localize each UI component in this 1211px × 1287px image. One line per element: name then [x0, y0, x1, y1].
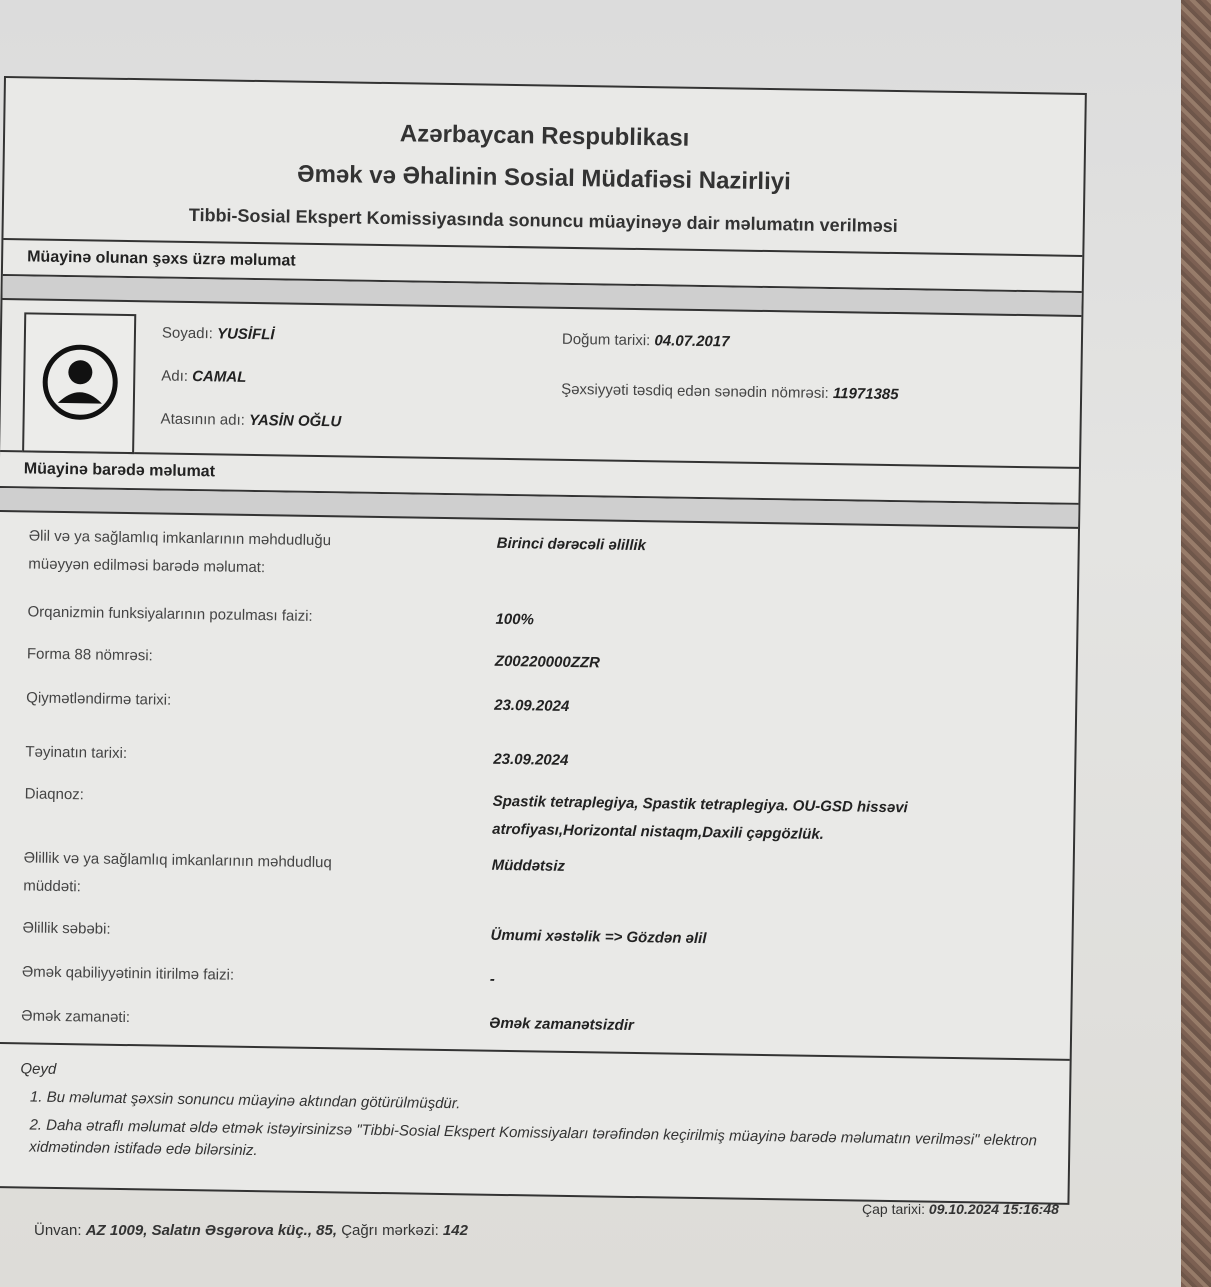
note-1: 1. Bu məlumat şəxsin sonuncu müayinə aktından götürülmüşdür. [29, 1088, 461, 1113]
note-2: 2. Daha ətraflı məlumat əldə etmək istəyirsinizsə "Tibbi-Sosial Ekspert Komissiyaları tərəfindən keçirilmiş müayinə barədə məlumatın verilməsi" elektron xidmətindən istifadə edə bilərsiniz. [29, 1116, 1038, 1160]
surname-value: YUSİFLİ [216, 325, 275, 344]
exam-row: Əlillik və ya sağlamlıq imkanlarının məhdudluq müddəti: Müddətsiz [23, 849, 566, 896]
exam-row: Əmək qabiliyyətinin itirilmə faizi: - [21, 963, 496, 988]
document-header [3, 78, 1084, 257]
footer-address: Ünvan: AZ 1009, Salatın Əsgərova küç., 85, Çağrı mərkəzi: 142 [34, 1222, 468, 1239]
notes-section [0, 1044, 1070, 1211]
doc-value: 11971385 [832, 385, 899, 404]
footer-print-date: Çap tarixi: 09.10.2024 15:16:48 [862, 1201, 1059, 1217]
exam-row: Orqanizmin funksiyalarının pozulması faizi: 100% [27, 603, 535, 629]
header-line-2: Əmək və Əhalinin Sosial Müdafiəsi Nazirliyi [296, 160, 791, 196]
exam-row: Əlillik səbəbi: Ümumi xəstəlik => Gözdən əlil [22, 919, 707, 948]
exam-row: Qiymətləndirmə tarixi: 23.09.2024 [26, 689, 570, 715]
photo-placeholder [22, 312, 136, 454]
name-value: CAMAL [192, 367, 247, 386]
notes-title: Qeyd [20, 1060, 57, 1078]
document-sheet [0, 76, 1087, 1205]
header-line-3: Tibbi-Sosial Ekspert Komissiyasında sonuncu müayinəyə dair məlumatın verilməsi [188, 204, 898, 237]
exam-row: Əmək zamanəti: Əmək zamanətsizdir [21, 1007, 634, 1035]
exam-section-title: Müayinə barədə məlumat [0, 452, 1079, 505]
person-section-title: Müayinə olunan şəxs üzrə məlumat [3, 240, 1082, 293]
father-value: YASİN OĞLU [248, 411, 342, 431]
surname-field: Soyadı: YUSİFLİ [161, 324, 275, 344]
background-fabric [1181, 0, 1211, 1287]
exam-row: Diaqnoz: Spastik tetraplegiya, Spastik tetraplegiya. OU-GSD hissəvi atrofiyası,Horizontal nistaqm,Daxili çəpgözlük. [24, 785, 908, 843]
exam-row: Təyinatın tarixi: 23.09.2024 [25, 743, 569, 769]
exam-info [0, 512, 1078, 1061]
birth-value: 04.07.2017 [654, 332, 730, 351]
name-field: Adı: CAMAL [161, 367, 247, 386]
user-avatar-icon [41, 343, 120, 422]
doc-field: Şəxsiyyəti təsdiq edən sənədin nömrəsi: 11971385 [561, 380, 899, 404]
header-line-1: Azərbaycan Respublikası [399, 120, 690, 152]
person-info [0, 300, 1081, 469]
exam-row: Forma 88 nömrəsi: Z00220000ZZR [26, 645, 601, 672]
birth-field: Doğum tarixi: 04.07.2017 [561, 330, 730, 351]
exam-row: Əlil və ya sağlamlıq imkanlarının məhdudluğu müəyyən edilməsi barədə məlumat: Birinci dərəcəli əlillik [28, 527, 647, 577]
father-field: Atasının adı: YASİN OĞLU [160, 410, 342, 431]
